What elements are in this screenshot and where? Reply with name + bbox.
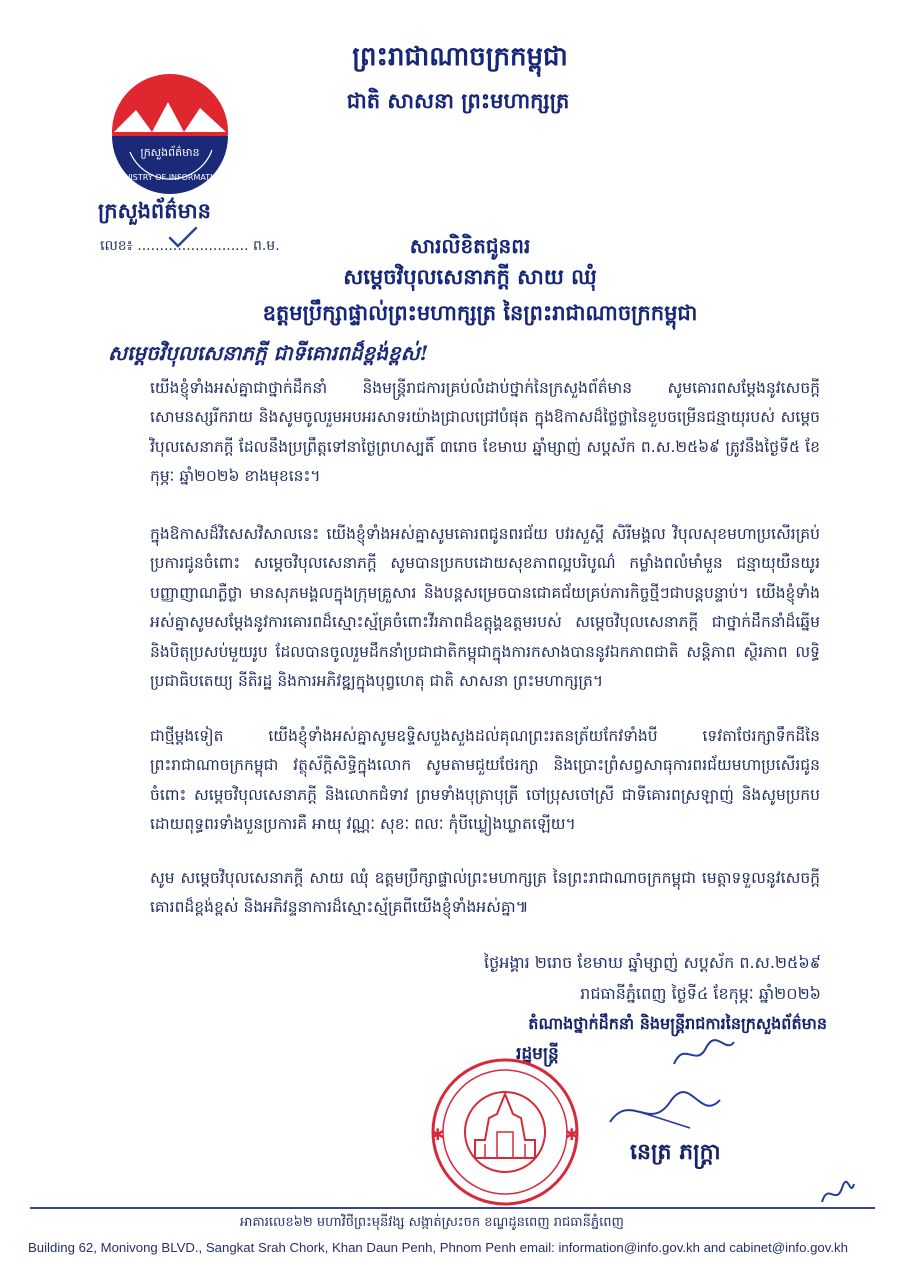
logo-en-text: MINISTRY OF INFORMATION xyxy=(115,173,225,182)
body-paragraph-3: ជាថ្មីម្ដងទៀត យើងខ្ញុំទាំងអស់គ្នាសូមឧទ្ទិសបួងសួងដល់គុណព្រះរតនត្រ័យកែវទាំងបី ទេវតាថែរក្សាទឹកដីនៃព្រះរាជាណាចក្រកម្ពុជា វត្ថុស័ក្ដិសិទ្ធិក្នុងលោក សូមតាមជួយថែរក្សា និងប្រោះព្រំសព្វសាធុការពរជ័យមហាប្រសើរជូនចំពោះ សម្ដេចវិបុលសេនាភក្ដី និងលោកជំទាវ ព្រមទាំងបុត្រាបុត្រី ចៅប្រុសចៅស្រី ជាទីគោរពស្រឡាញ់ និងសូមប្រកបដោយពុទ្ធពរទាំងបួនប្រការគឺ អាយុ វណ្ណៈ សុខៈ ពលៈ កុំបីឃ្លៀងឃ្លាតឡើយ។ xyxy=(150,727,820,834)
ministry-name: ក្រសួងព័ត៌មាន xyxy=(98,198,211,223)
recipient-title: ឧត្ដមប្រឹក្សាផ្ទាល់ព្រះមហាក្សត្រ នៃព្រះរាជាណាចក្រកម្ពុជា xyxy=(262,300,698,325)
signer-title: រដ្ឋមន្ត្រី xyxy=(516,1044,559,1064)
body-paragraph-1: យើងខ្ញុំទាំងអស់គ្នាជាថ្នាក់ដឹកនាំ និងមន្ត្រីរាជការគ្រប់លំដាប់ថ្នាក់នៃក្រសួងព័ត៌មាន សូមគោរពសម្ដែងនូវសេចក្ដីសោមនស្សរីករាយ និងសូមចូលរួមអបអរសាទរយ៉ាងជ្រាលជ្រៅបំផុត ក្នុងឱកាសដ៏ថ្លៃថ្លានៃខួបចម្រើនជន្មាយុរបស់ សម្ដេចវិបុលសេនាភក្ដី ដែលនឹងប្រព្រឹត្តទៅនាថ្ងៃព្រហស្បតិ៍ ៣រោច ខែមាឃ ឆ្នាំម្សាញ់ សប្ដស័ក ព.ស.២៥៦៩ ត្រូវនឹងថ្ងៃទី៥ ខែកុម្ភៈ ឆ្នាំ២០២៦ ខាងមុខនេះ។ xyxy=(150,379,820,486)
lunar-date: ថ្ងៃអង្គារ ២រោច ខែមាឃ ឆ្នាំម្សាញ់ សប្ដស័ក ព.ស.២៥៦៩ xyxy=(483,953,821,972)
logo-kh-text: ក្រសួងព័ត៌មាន xyxy=(140,146,200,159)
kingdom-heading: ព្រះរាជាណាចក្រកម្ពុជា xyxy=(352,42,568,72)
salutation: សម្ដេចវិបុលសេនាភក្ដី ជាទីគោរពដ៏ខ្ពង់ខ្ពស់! xyxy=(108,341,429,365)
signer-role: តំណាងថ្នាក់ដឹកនាំ និងមន្ត្រីរាជការនៃក្រសួងព័ត៌មាន xyxy=(528,1014,827,1033)
title-initial-mark xyxy=(670,1034,740,1074)
body-paragraph-4: សូម សម្ដេចវិបុលសេនាភក្ដី សាយ ឈុំ ឧត្ដមប្រឹក្សាផ្ទាល់ព្រះមហាក្សត្រ នៃព្រះរាជាណាចក្រកម្ពុជា មេត្តាទទួលនូវសេចក្ដីគោរពដ៏ខ្ពង់ខ្ពស់ និងអភិវន្ទនាការដ៏ស្មោះស្ម័គ្រពីយើងខ្ញុំទាំងអស់គ្នា៕ xyxy=(150,869,820,917)
footer-divider xyxy=(30,1207,875,1209)
letter-title: សារលិខិតជូនពរ xyxy=(409,234,531,258)
footer-address-en: Building 62, Monivong BLVD., Sangkat Srah Chork, Khan Daun Penh, Phnom Penh email: information@info.gov.kh and cabinet@info.gov.kh xyxy=(28,1240,848,1255)
handwritten-signature xyxy=(600,1082,740,1142)
official-seal xyxy=(405,1048,605,1208)
footer-address-kh: អាគារលេខ៦២ មហាវិថីព្រះមុនីវង្ស សង្កាត់ស្រះចក ខណ្ឌដូនពេញ រាជធានីភ្នំពេញ xyxy=(240,1215,624,1230)
ref-checkmark-icon xyxy=(168,226,198,248)
signer-name: នេត្រ ភក្ត្រា xyxy=(630,1139,721,1165)
svg-text:✱: ✱ xyxy=(565,1125,579,1144)
recipient-name: សម្ដេចវិបុលសេនាភក្ដី សាយ ឈុំ xyxy=(343,264,597,289)
city-date: រាជធានីភ្នំពេញ ថ្ងៃទី៤ ខែកុម្ភៈ ឆ្នាំ២០២៦ xyxy=(580,984,821,1003)
svg-text:✱: ✱ xyxy=(431,1125,445,1144)
reference-number: លេខ៖ ......................... ព.ម. xyxy=(100,238,280,254)
body-paragraph-2: ក្នុងឱកាសដ៏វិសេសវិសាលនេះ យើងខ្ញុំទាំងអស់គ្នាសូមគោរពជូនពរជ័យ បវរសួស្ដី សិរីមង្គល វិបុលសុខមហាប្រសើរគ្រប់ប្រការជូនចំពោះ សម្ដេចវិបុលសេនាភក្ដី សូមបានប្រកបដោយសុខភាពល្អបរិបូណ៌ កម្លាំងពលំមាំមួន ជន្មាយុយឺនយូរ បញ្ញាញាណភ្លឺថ្លា មានសុភមង្គលក្នុងក្រុមគ្រួសារ និងបន្តសម្រេចបានជោគជ័យគ្រប់ភារកិច្ចថ្មីៗជាបន្តបន្ទាប់។ យើងខ្ញុំទាំងអស់គ្នាសូមសម្ដែងនូវការគោរពដ៏ស្មោះស្ម័គ្រចំពោះវីរភាពដ៏ឧត្ដុង្គឧត្ដមរបស់ សម្ដេចវិបុលសេនាភក្ដី ជាថ្នាក់ដឹកនាំដ៏ឆ្នើម និងបិតុប្រសប់មួយរូប ដែលបានចូលរួមដឹកនាំប្រជាជាតិកម្ពុជាក្នុងការកសាងបាននូវឯកភាពជាតិ សន្តិភាព ស្ថិរភាព លទ្ធិប្រជាធិបតេយ្យ នីតិរដ្ឋ និងការអភិវឌ្ឍក្នុងបុព្វហេតុ ជាតិ សាសនា ព្រះមហាក្សត្រ។ xyxy=(150,525,820,691)
national-motto: ជាតិ សាសនា ព្រះមហាក្សត្រ xyxy=(346,88,570,113)
ministry-logo xyxy=(100,70,240,200)
